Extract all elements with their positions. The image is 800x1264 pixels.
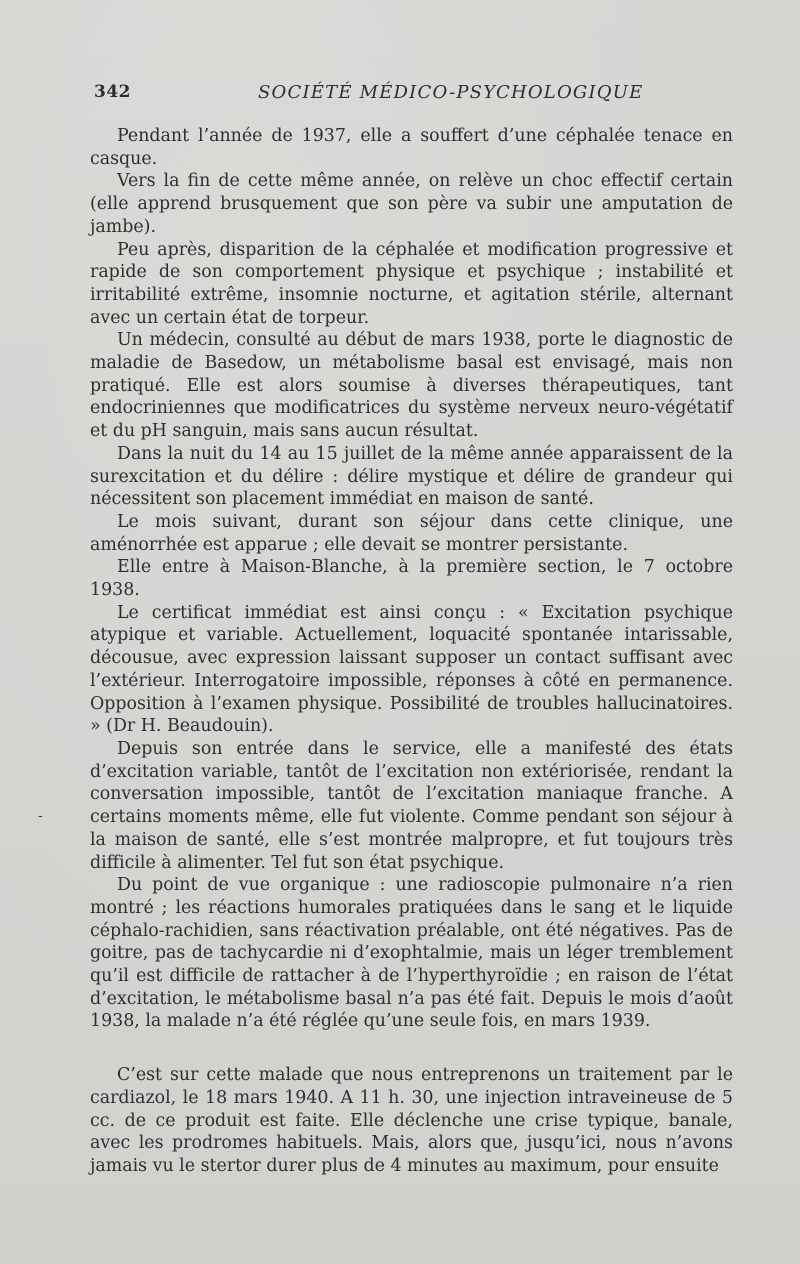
paragraph: Depuis son entrée dans le service, elle a manifesté des états d’excitation variable, tantôt de l’excitation non extériorisée, rendant la conversation impossible, tantôt de l’excitation maniaque franche. A certains moments même, elle fut violente. Comme pendant son séjour à la maison de santé, elle s’est montrée malpropre, et fut toujours très difficile à alimenter. Tel fut son état psychique. xyxy=(90,738,733,873)
page-header xyxy=(92,82,732,108)
paragraph: Pendant l’année de 1937, elle a souffert d’une céphalée tenace en casque. xyxy=(90,126,733,169)
paragraph: Du point de vue organique : une radioscopie pulmonaire n’a rien montré ; les réactions humorales pratiquées dans le sang et le liquide céphalo-rachidien, sans réactivation préalable, ont été négatives. Pas de goitre, pas de tachycardie ni d’exophtalmie, mais un léger tremblement qu’il est difficile de rattacher à de l’hyperthyroïdie ; en raison de l’état d’excitation, le métabolisme basal n’a pas été fait. Depuis le mois d’août 1938, la malade n’a été réglée qu’une seule fois, en mars 1939. xyxy=(90,875,733,1032)
paragraph: Elle entre à Maison-Blanche, à la première section, le 7 octobre 1938. xyxy=(90,557,733,601)
paragraph: Peu après, disparition de la céphalée et modification progressive et rapide de son comportement physique et psychique ; instabilité et irritabilité extrême, insomnie nocturne, et agitation stérile, alternant avec un certain état de torpeur. xyxy=(90,239,733,328)
margin-dash-mark: - xyxy=(38,808,43,824)
body-text xyxy=(90,125,733,1178)
running-title: SOCIÉTÉ MÉDICO-PSYCHOLOGIQUE xyxy=(258,82,644,103)
page-number: 342 xyxy=(94,82,131,102)
paragraph: C’est sur cette malade que nous entreprenons un traitement par le cardiazol, le 18 mars 1940. A 11 h. 30, une injection intraveineuse de 5 cc. de ce produit est faite. Elle déclenche une crise typique, banale, avec les prodromes habituels. Mais, alors que, jusqu’ici, nous n’avons jamais vu le stertor durer plus de 4 minutes au maximum, pour ensuite xyxy=(90,1065,733,1176)
paragraph: Vers la fin de cette même année, on relève un choc effectif certain (elle apprend brusquement que son père va subir une amputation de jambe). xyxy=(90,171,733,237)
paragraph: Le mois suivant, durant son séjour dans cette clinique, une aménorrhée est apparue ; elle devait se montrer persistante. xyxy=(90,511,733,555)
paragraph: Un médecin, consulté au début de mars 1938, porte le diagnostic de maladie de Basedow, un métabolisme basal est envisagé, mais non pratiqué. Elle est alors soumise à diverses thérapeutiques, tant endocriniennes que modificatrices du système nerveux neuro-végétatif et du pH sanguin, mais sans aucun résultat. xyxy=(90,330,733,442)
paragraph: Le certificat immédiat est ainsi conçu : « Excitation psychique atypique et variable. Actuellement, loquacité spontanée intarissable, décousue, avec expression laissant supposer un contact suffisant avec l’extérieur. Interrogatoire impossible, réponses à côté en permanence. Opposition à l’examen physique. Possibilité de troubles hallucinatoires. » (Dr H. Beaudouin). xyxy=(90,602,733,737)
paragraph: Dans la nuit du 14 au 15 juillet de la même année apparaissent de la surexcitation et du délire : délire mystique et délire de grandeur qui nécessitent son placement immédiat en maison de santé. xyxy=(90,443,733,510)
